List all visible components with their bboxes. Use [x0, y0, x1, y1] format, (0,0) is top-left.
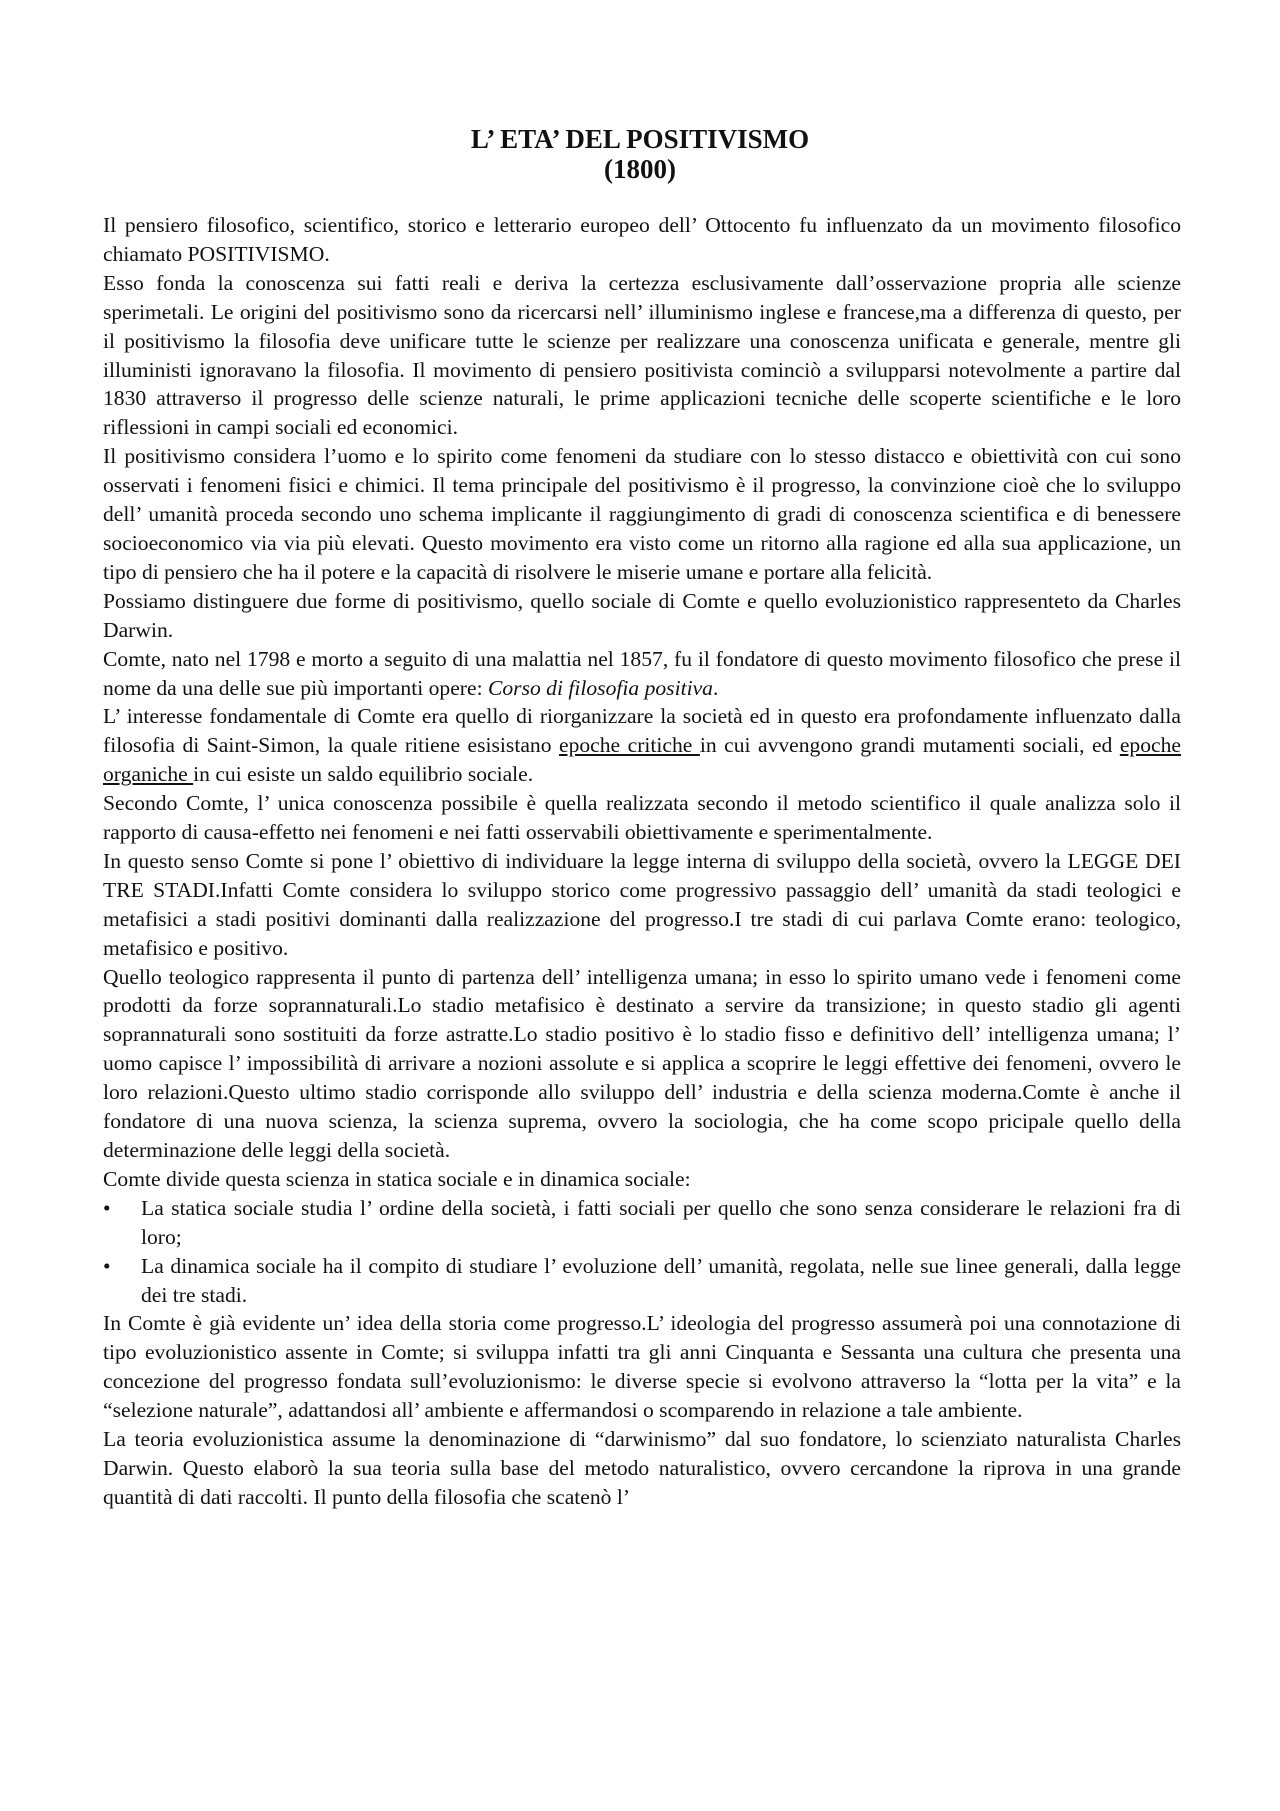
work-title: Corso di filosofia positiva [487, 675, 713, 700]
interesse-part3: in cui esiste un saldo equilibrio sociale. [193, 762, 534, 787]
list-item-text: La statica sociale studia l’ ordine della società, i fatti sociali per quello che sono senza considerare le relazioni fra di loro; [141, 1195, 1181, 1249]
document-body [103, 211, 1181, 1512]
paragraph-due-forme: Possiamo distinguere due forme di positivismo, quello sociale di Comte e quello evoluzionistico rappresenteto da Charles Darwin. [103, 588, 1181, 642]
list-item [103, 1194, 1181, 1252]
paragraph-comte-bio [103, 645, 1181, 703]
bullet-icon: • [103, 1195, 111, 1220]
paragraph-stadi-descrizione: Quello teologico rappresenta il punto di partenza dell’ intelligenza umana; in esso lo spirito umano vede i fenomeni come prodotti da forze soprannaturali.Lo stadio metafisico è destinato a servire da transizione; in questo stadio gli agenti soprannaturali sono sostituiti da forze astratte.Lo stadio positivo è lo stadio fisso e definitivo dell’ intelligenza umana; l’ uomo capisce l’ impossibilità di arrivare a nozioni assolute e si applica a scoprire le leggi effettive dei fenomeni, ovvero le loro relazioni.Questo ultimo stadio corrisponde allo sviluppo dell’ industria e della scienza moderna.Comte è anche il fondatore di una nuova scienza, la scienza suprema, ovvero la sociologia, che ha come scopo pricipale quello della determinazione delle leggi della società. [103, 964, 1181, 1162]
paragraph-darwinismo: La teoria evoluzionistica assume la denominazione di “darwinismo” dal suo fondatore, lo scienziato naturalista Charles Darwin. Questo elaborò la sua teoria sulla base del metodo naturalistico, ovvero cercandone la riprova in una grande quantità di dati raccolti. Il punto della filosofia che scatenò l’ [103, 1427, 1181, 1509]
paragraph-conoscenza: Esso fonda la conoscenza sui fatti reali e deriva la certezza esclusivamente dall’osservazione propria alle scienze sperimetali. Le origini del positivismo sono da ricercarsi nell’ illuminismo inglese e francese,ma a differenza di questo, per il positivismo la filosofia deve unificare tutte le scienze per realizzare una conoscenza unificata e generale, mentre gli illuministi ignoravano la filosofia. Il movimento di pensiero positivista cominciò a svilupparsi notevolmente a partire dal 1830 attraverso il progresso delle scienze naturali, le prime applicazioni tecniche delle scoperte scientifiche e le loro riflessioni in campi sociali ed economici. [103, 270, 1181, 440]
paragraph-metodo-scientifico: Secondo Comte, l’ unica conoscenza possibile è quella realizzata secondo il metodo scientifico il quale analizza solo il rapporto di causa-effetto nei fenomeni e nei fatti osservabili obiettivamente e sperimentalmente. [103, 791, 1181, 845]
document-subtitle-year: (1800) [604, 154, 676, 184]
list-item [103, 1252, 1181, 1310]
paragraph-interesse [103, 702, 1181, 789]
interesse-part2: in cui avvengono grandi mutamenti sociali, ed [699, 733, 1120, 758]
paragraph-uomo-spirito: Il positivismo considera l’uomo e lo spirito come fenomeni da studiare con lo stesso distacco e obiettività con cui sono osservati i fenomeni fisici e chimici. Il tema principale del positivismo è il progresso, la convinzione cioè che lo sviluppo dell’ umanità proceda secondo uno schema implicante il raggiungimento di gradi di conoscenza scientifica e di benessere socioeconomico via via più elevati. Questo movimento era visto come un ritorno alla ragione ed alla sua applicazione, un tipo di pensiero che ha il potere e la capacità di risolvere le miserie umane e portare alla felicità. [103, 444, 1181, 584]
paragraph-intro: Il pensiero filosofico, scientifico, storico e letterario europeo dell’ Ottocento fu influenzato da un movimento filosofico chiamato POSITIVISMO. [103, 213, 1181, 266]
paragraph-legge-tre-stadi: In questo senso Comte si pone l’ obiettivo di individuare la legge interna di sviluppo della società, ovvero la LEGGE DEI TRE STADI.Infatti Comte considera lo sviluppo storico come progressivo passaggio dell’ umanità da stadi teologici e metafisici a stadi positivi dominanti dalla realizzazione del progresso.I tre stadi di cui parlava Comte erano: teologico, metafisico e positivo. [103, 848, 1181, 960]
interesse-part1: L’ interesse fondamentale di Comte era quello di riorganizzare la società ed in questo era profondamente influenzato dalla filosofia di Saint-Simon, la quale ritiene esisistano [103, 704, 1181, 758]
document-title: L’ ETA’ DEL POSITIVISMO [470, 124, 810, 154]
list-item-text: La dinamica sociale ha il compito di studiare l’ evoluzione dell’ umanità, regolata, nelle sue linee generali, dalla legge dei tre stadi. [141, 1253, 1181, 1307]
comte-bio-end: . [712, 675, 719, 700]
paragraph-statica-dinamica-intro: Comte divide questa scienza in statica sociale e in dinamica sociale: [103, 1166, 691, 1191]
term-epoche-critiche: epoche critiche [559, 733, 700, 758]
paragraph-progresso: In Comte è già evidente un’ idea della storia come progresso.L’ ideologia del progresso assumerà poi una connotazione di tipo evoluzionistico assente in Comte; si sviluppa infatti tra gli anni Cinquanta e Sessanta una cultura che presenta una concezione del progresso fondata sull’evoluzionismo: le diverse specie si evolvono attraverso la “lotta per la vita” e la “selezione naturale”, adattandosi all’ ambiente e affermandosi o scomparendo in relazione a tale ambiente. [103, 1311, 1181, 1423]
bullet-icon: • [103, 1253, 111, 1278]
bullet-list [103, 1194, 1181, 1310]
comte-bio-text: Comte, nato nel 1798 e morto a seguito di una malattia nel 1857, fu il fondatore di questo movimento filosofico che prese il nome da una delle sue più importanti opere: [103, 646, 1181, 700]
term-epoche-organiche: epoche organiche [103, 733, 1181, 787]
